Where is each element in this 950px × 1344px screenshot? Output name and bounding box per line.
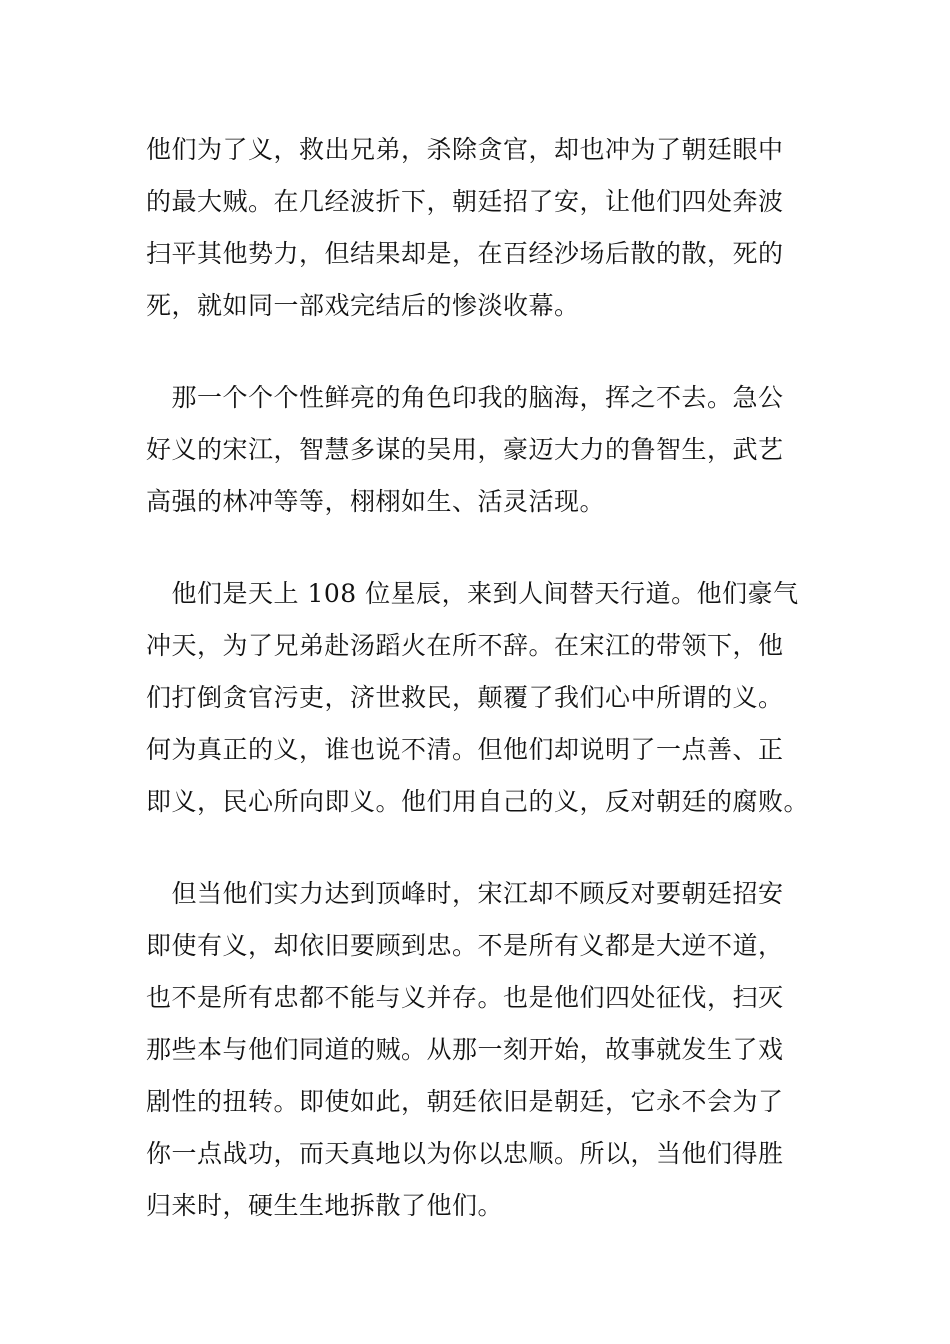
text-line: 但当他们实力达到顶峰时，宋江却不顾反对要朝廷招安 — [146, 879, 784, 908]
text-line: 何为真正的义，谁也说不清。但他们却说明了一点善、正 — [146, 735, 784, 764]
text-line: 他们为了义，救出兄弟，杀除贪官，却也冲为了朝廷眼中 — [146, 135, 784, 164]
text-line: 归来时，硬生生地拆散了他们。 — [146, 1191, 504, 1220]
text-line: 你一点战功，而天真地以为你以忠顺。所以，当他们得胜 — [146, 1139, 784, 1168]
paragraph-2 — [146, 372, 810, 528]
text-line: 那些本与他们同道的贼。从那一刻开始，故事就发生了戏 — [146, 1035, 784, 1064]
text-line: 那一个个个性鲜亮的角色印我的脑海，挥之不去。急公 — [146, 383, 784, 412]
text-line: 扫平其他势力，但结果却是，在百经沙场后散的散，死的 — [146, 239, 784, 268]
text-line: 他们是天上 108 位星辰，来到人间替天行道。他们豪气 — [146, 579, 799, 608]
text-line: 们打倒贪官污吏，济世救民，颠覆了我们心中所谓的义。 — [146, 683, 784, 712]
text-line: 剧性的扭转。即使如此，朝廷依旧是朝廷，它永不会为了 — [146, 1087, 784, 1116]
text-line: 死，就如同一部戏完结后的惨淡收幕。 — [146, 291, 580, 320]
paragraph-3 — [146, 568, 810, 828]
text-line: 也不是所有忠都不能与义并存。也是他们四处征伐，扫灭 — [146, 983, 784, 1012]
text-line: 高强的林冲等等，栩栩如生、活灵活现。 — [146, 487, 606, 516]
text-line: 冲天，为了兄弟赴汤蹈火在所不辞。在宋江的带领下，他 — [146, 631, 784, 660]
text-line: 的最大贼。在几经波折下，朝廷招了安，让他们四处奔波 — [146, 187, 784, 216]
text-line: 好义的宋江，智慧多谋的吴用，豪迈大力的鲁智生，武艺 — [146, 435, 784, 464]
text-line: 即使有义，却依旧要顾到忠。不是所有义都是大逆不道， — [146, 931, 784, 960]
text-line: 即义，民心所向即义。他们用自己的义，反对朝廷的腐败。 — [146, 787, 810, 816]
paragraph-1 — [146, 124, 810, 332]
paragraph-4 — [146, 868, 810, 1232]
